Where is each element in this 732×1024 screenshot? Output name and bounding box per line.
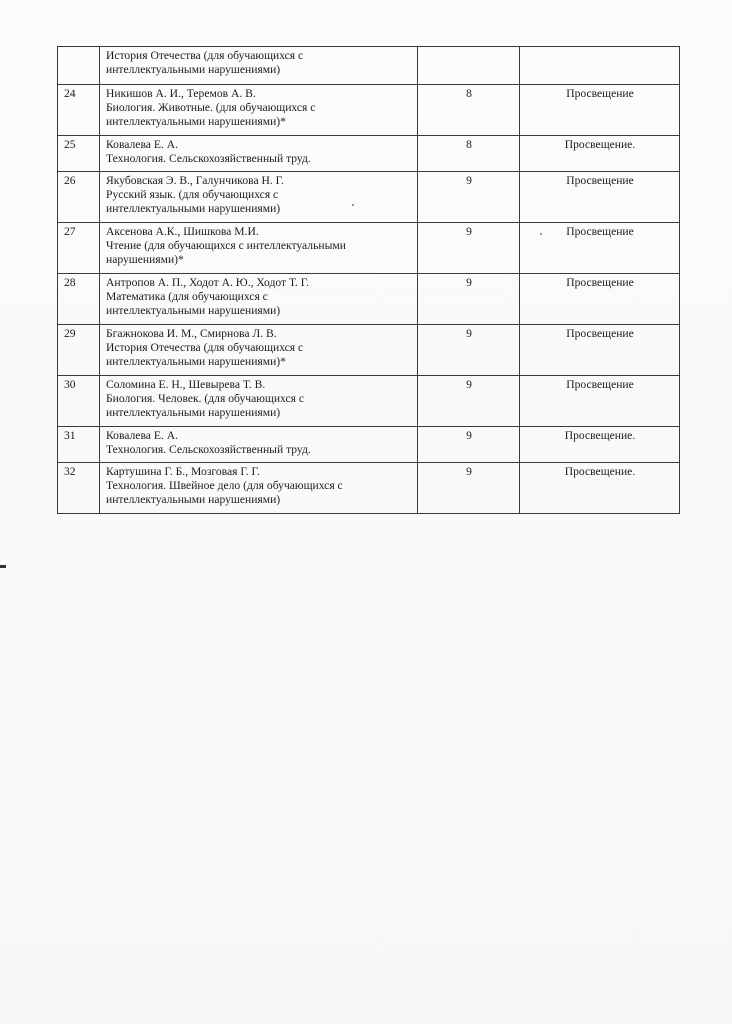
- table-row: [58, 274, 680, 325]
- scan-speck: [540, 233, 542, 235]
- publisher-cell: Просвещение: [520, 85, 680, 136]
- publisher-cell: [520, 47, 680, 85]
- table-row: [58, 463, 680, 514]
- table-row: [58, 427, 680, 463]
- publisher-cell: Просвещение.: [520, 463, 680, 514]
- table-row: [58, 136, 680, 172]
- publisher-cell: Просвещение.: [520, 427, 680, 463]
- grade-cell: 9: [418, 172, 520, 223]
- book-title-cell: Никишов А. И., Теремов А. В. Биология. Животные. (для обучающихся с интеллектуальными нарушениями)*: [100, 85, 418, 136]
- table-row: [58, 47, 680, 85]
- table-row: [58, 325, 680, 376]
- publisher-cell: Просвещение: [520, 223, 680, 274]
- textbook-table: [57, 46, 680, 514]
- row-number: [58, 47, 100, 85]
- row-number: 31: [58, 427, 100, 463]
- grade-cell: 9: [418, 274, 520, 325]
- book-title-cell: Антропов А. П., Ходот А. Ю., Ходот Т. Г. Математика (для обучающихся с интеллектуальными нарушениями): [100, 274, 418, 325]
- book-title-cell: Картушина Г. Б., Мозговая Г. Г. Технология. Швейное дело (для обучающихся с интеллектуальными нарушениями): [100, 463, 418, 514]
- publisher-cell: Просвещение: [520, 325, 680, 376]
- publisher-cell: Просвещение: [520, 172, 680, 223]
- table-row: [58, 376, 680, 427]
- book-title-cell: История Отечества (для обучающихся с интеллектуальными нарушениями): [100, 47, 418, 85]
- grade-cell: [418, 47, 520, 85]
- grade-cell: 8: [418, 136, 520, 172]
- grade-cell: 8: [418, 85, 520, 136]
- grade-cell: 9: [418, 223, 520, 274]
- row-number: 28: [58, 274, 100, 325]
- row-number: 29: [58, 325, 100, 376]
- row-number: 30: [58, 376, 100, 427]
- book-title-cell: Якубовская Э. В., Галунчикова Н. Г. Русский язык. (для обучающихся с интеллектуальными нарушениями): [100, 172, 418, 223]
- grade-cell: 9: [418, 376, 520, 427]
- book-title-cell: Аксенова А.К., Шишкова М.И. Чтение (для обучающихся с интеллектуальными нарушениями)*: [100, 223, 418, 274]
- grade-cell: 9: [418, 427, 520, 463]
- row-number: 24: [58, 85, 100, 136]
- book-title-cell: Соломина Е. Н., Шевырева Т. В. Биология. Человек. (для обучающихся с интеллектуальными нарушениями): [100, 376, 418, 427]
- scan-speck: [352, 204, 354, 206]
- grade-cell: 9: [418, 325, 520, 376]
- table-row: [58, 85, 680, 136]
- scan-margin-mark: [0, 565, 6, 568]
- book-title-cell: Ковалева Е. А. Технология. Сельскохозяйственный труд.: [100, 427, 418, 463]
- table-row: [58, 172, 680, 223]
- grade-cell: 9: [418, 463, 520, 514]
- row-number: 27: [58, 223, 100, 274]
- row-number: 32: [58, 463, 100, 514]
- row-number: 25: [58, 136, 100, 172]
- book-title-cell: Ковалева Е. А. Технология. Сельскохозяйственный труд.: [100, 136, 418, 172]
- publisher-cell: Просвещение: [520, 376, 680, 427]
- table-row: [58, 223, 680, 274]
- publisher-cell: Просвещение: [520, 274, 680, 325]
- book-title-cell: Бгажнокова И. М., Смирнова Л. В. История Отечества (для обучающихся с интеллектуальными нарушениями)*: [100, 325, 418, 376]
- row-number: 26: [58, 172, 100, 223]
- publisher-cell: Просвещение.: [520, 136, 680, 172]
